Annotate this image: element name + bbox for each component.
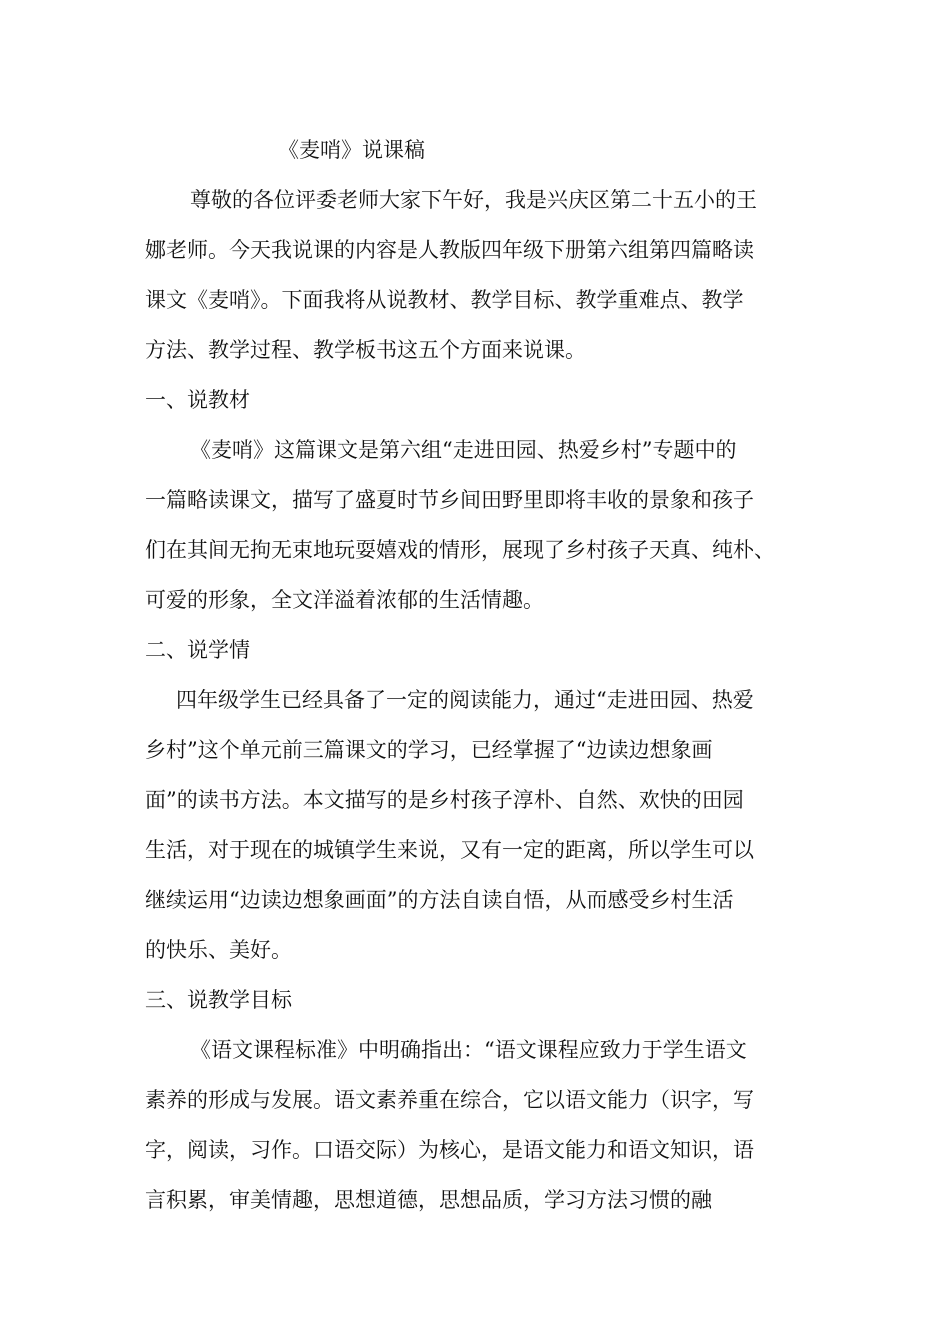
section2-line-4: 生活，对于现在的城镇学生来说，又有一定的距离，所以学生可以	[145, 838, 754, 862]
section1-line-1: 《麦哨》这篇课文是第六组“走进田园、热爱乡村”专题中的	[190, 438, 737, 462]
section-heading-3: 三、说教学目标	[145, 988, 292, 1012]
doc-title: 《麦哨》说课稿	[278, 138, 425, 162]
section2-line-5: 继续运用“边读边想象画面”的方法自读自悟，从而感受乡村生活	[145, 888, 734, 912]
section1-line-2: 一篇略读课文，描写了盛夏时节乡间田野里即将丰收的景象和孩子	[145, 488, 754, 512]
section2-line-3: 面”的读书方法。本文描写的是乡村孩子淳朴、自然、欢快的田园	[145, 788, 744, 812]
intro-line-2: 娜老师。今天我说课的内容是人教版四年级下册第六组第四篇略读	[145, 238, 754, 262]
section3-line-3: 字，阅读，习作。口语交际）为核心，是语文能力和语文知识，语	[145, 1138, 754, 1162]
intro-line-4: 方法、教学过程、教学板书这五个方面来说课。	[145, 338, 586, 362]
section-heading-1: 一、说教材	[145, 388, 250, 412]
section1-line-4: 可爱的形象，全文洋溢着浓郁的生活情趣。	[145, 588, 544, 612]
intro-line-1: 尊敬的各位评委老师大家下午好，我是兴庆区第二十五小的王	[190, 188, 757, 212]
section-heading-2: 二、说学情	[145, 638, 250, 662]
section2-line-6: 的快乐、美好。	[145, 938, 292, 962]
section3-line-1: 《语文课程标准》中明确指出：“语文课程应致力于学生语文	[190, 1038, 747, 1062]
section2-line-2: 乡村”这个单元前三篇课文的学习，已经掌握了“边读边想象画	[145, 738, 713, 762]
section2-line-1: 四年级学生已经具备了一定的阅读能力，通过“走进田园、热爱	[176, 688, 754, 712]
intro-line-3: 课文《麦哨》。下面我将从说教材、教学目标、教学重难点、教学	[145, 288, 744, 312]
section3-line-4: 言积累，审美情趣，思想道德，思想品质，学习方法习惯的融	[145, 1188, 712, 1212]
section3-line-2: 素养的形成与发展。语文素养重在综合，它以语文能力（识字，写	[145, 1088, 754, 1112]
section1-line-3: 们在其间无拘无束地玩耍嬉戏的情形，展现了乡村孩子天真、纯朴、	[145, 538, 775, 562]
